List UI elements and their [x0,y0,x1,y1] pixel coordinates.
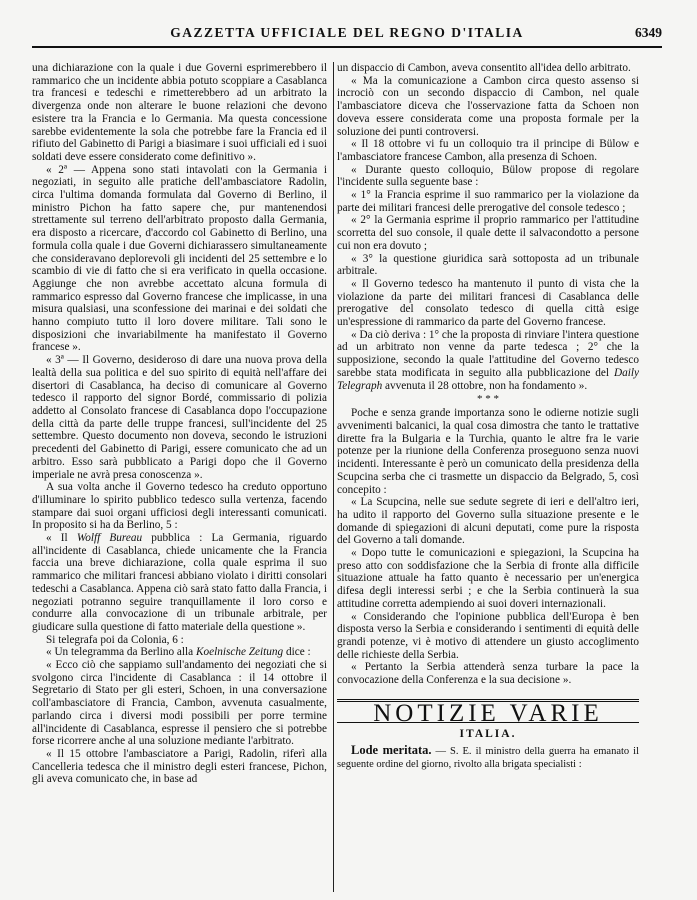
italic-newspaper-name: Daily Telegraph [337,366,639,392]
newspaper-title: GAZZETTA UFFICIALE DEL REGNO D'ITALIA [170,25,524,40]
paragraph: « Dopo tutte le comunicazioni e spiegazioni, la Scupcina ha preso atto con soddisfazione che la Serbia di fronte alla difficile situazione attuale ha fatto quanto è necessario per un'energica difesa degli interessi serbi ; e che la Serbia continuerà la sua attitudine corretta adempiendo ai suoi doveri internazionali. [337,547,639,610]
paragraph [32,532,327,634]
page-number: 6349 [635,25,662,40]
paragraph: « Pertanto la Serbia attenderà senza turbare la pace la convocazione della Conferenza e la sua decisione ». [337,661,639,687]
paragraph: « Il 18 ottobre vi fu un colloquio tra il principe di Bülow e l'ambasciatore francese Cambon, alla presenza di Schoen. [337,138,639,163]
italic-source-name: Wolff Bureau [76,532,143,545]
section-title: NOTIZIE VARIE [373,699,603,727]
paragraph: « Il 15 ottobre l'ambasciatore a Parigi, Radolin, riferì alla Cancelleria tedesca che il ministro degli esteri francese, Pichon, gli aveva comunicato che, in base ad [32,747,327,786]
right-column [337,62,639,772]
paragraph: « 2° la Germania esprime il proprio rammarico per l'attitudine scorretta del suo console, il quale dette il salvacondotto a persone cui non era dovuto ; [337,214,639,252]
column-divider [333,62,334,892]
paragraph: una dichiarazione con la quale i due Governi esprimerebbero il rammarico che un incidente abbia potuto scoppiare a Casablanca tra francesi e tedeschi e rimetterebbero ad un arbitrato la divergenza onde non alterare le buone relazioni che devono esistere tra la Francia e lo Germania. Ma questa concessione sarebbe evidentemente la sola che potrebbe fare la Francia ed il rifiuto del Gabinetto di Parigi a biasimare i suoi ufficiali ed i suoi soldati deve essere considerato come definitivo ». [32,62,327,163]
paragraph: Si telegrafa poi da Colonia, 6 : [46,633,184,646]
paragraph: « 2ª — Appena sono stati intavolati con la Germania i negoziati, in seguito alle pratiche dell'ambasciatore Radolin, circa l'ultima domanda formulata dal Governo di Berlino, il ministro Pichon ha fatto sapere che, pur mantenendosi strettamente sul terreno dell'arbitrato proposto dalla Germania, era disposto a ricercare, d'accordo col Gabinetto di Berlino, una formula colla quale i due Governi dichiarassero simultaneamente che consideravano deplorevoli gli incidenti del 25 settembre e lo scambio di vie di fatto che si era verificato in quella occasione. Aggiunge che non avrebbe accettato alcuna formula di rammarico espresso dal Governo francese che implicasse, in una misura qualsiasi, una sconfessione dei marinai e dei soldati che hanno compiuto tutto il loro dovere militare. Tali sono le disposizioni che invariabilmente ha manifestato il Governo francese ». [32,163,327,354]
text-run: « Il [46,532,77,545]
paragraph: « Considerando che l'opinione pubblica dell'Europa è ben disposta verso la Serbia e considerando i sentimenti di equità delle grandi potenze, vi è motivo di attendere un giusto accoglimento delle richieste della Serbia. [337,610,639,661]
paragraph: « Ecco ciò che sappiamo sull'andamento dei negoziati che si svolgono circa l'incidente di Casablanca : il 14 ottobre il Segretario di Stato per gli esteri, Schoen, in una conversazione coll'ambasciatore di Francia, Cambon, avvenuta casualmente, parlando circa i diversi modi possibili per porre termine all'incidente di Casablanca, espresse il pensiero che si potrebbe forse ricorrere anche al una soluzione mediante l'arbitrato. [32,659,327,748]
item-heading: Lode meritata. [351,743,432,758]
paragraph [337,329,639,393]
section-separator-asterisks: * * * [477,393,499,406]
paragraph: « La Scupcina, nelle sue sedute segrete di ieri e dell'altro ieri, ha udito il rapporto del Governo sulla situazione presente e le domande di spiegazioni di alcuni deputati, come pure la risposta del Governo a tali domande. [337,496,639,547]
paragraph: un dispaccio di Cambon, aveva consentito all'idea dello arbitrato. [337,62,631,74]
paragraph: « Ma la comunicazione a Cambon circa questo assenso si incrociò con un secondo dispaccio di Cambon, nel quale l'ambasciatore diceva che l'osservazione fatta da Schoen non doveva essere considerata come una proposta formale per la soluzione dei punti controversi. [337,74,639,138]
section-banner [337,699,639,727]
paragraph [32,646,327,659]
paragraph: « 1° la Francia esprime il suo rammarico per la violazione da parte dei militari francesi delle prerogative del console tedesco ; [337,189,639,214]
paragraph: « 3° la questione giuridica sarà sottoposta ad un tribunale arbitrale. [337,252,639,278]
text-run: pubblica : La Germania, riguardo all'incidente di Casablanca, chiede unicamente che la Francia faccia una breve dichiarazione, colla quale esprima il suo rammarico che militari francesi abbiano violato i diritti consolari tedeschi a Casablanca. Appena ciò sarà stato fatto dalla Francia, i negoziati potranno seguire tranquillamente il loro corso e condurre alla convocazione di un tribunale arbitrale, per giudicare sulla questione di fatto materiale della questione ». [32,532,327,633]
paragraph: « 3ª — Il Governo, desideroso di dare una nuova prova della lealtà della sua politica e del suo spirito di equità nell'affare dei disertori di Casablanca, ha deciso di comunicare al Governo tedesco il rapporto del signor Bordé, commissario di polizia addetto al Consolato francese di Casablanca dopo l'occupazione della città da parte delle truppe francesi, sull'incidente del 25 settembre. Questo documento non doveva, secondo le istruzioni precedenti del Gabinetto di Parigi, essere comunicato che ad un arbitro. Esso sarà pubblicato a Parigi dopo che il Governo imperiale ne avrà presa conoscenza ». [32,354,327,481]
text-run: dice : [283,646,311,659]
text-run: avvenuta il 28 ottobre, non ha fondamento ». [382,379,588,392]
paragraph: « Durante questo colloquio, Bülow propose di regolare l'incidente sulla seguente base : [337,163,639,189]
subsection-heading: ITALIA. [459,728,517,741]
text-run: « Un telegramma da Berlino alla [46,646,196,659]
text-run: — S. E. il ministro della guerra ha emanato il seguente ordine del giorno, rivolto alla brigata specialisti : [337,746,639,770]
paragraph [337,744,639,771]
paragraph: Poche e senza grande importanza sono le odierne notizie sugli avvenimenti balcanici, la qual cosa dimostra che tanto le trattative dirette fra la Bulgaria e la Turchia, quanto le altre fra le varie potenze per la riunione della Conferenza proseguono senza nuovi incidenti. Interessante è però un comunicato della presidenza della Scupcina serba che ci trasmette un dispaccio da Belgrado, 5, così concepito : [337,407,639,496]
left-column [32,62,327,786]
italic-newspaper-name: Koelnische Zeitung [195,646,284,659]
paragraph: « Il Governo tedesco ha mantenuto il punto di vista che la violazione da parte dei militari francesi di Casablanca delle prerogative del consolato tedesco di quella città esige un'espressione di rammarico da parte del Governo francese. [337,277,639,329]
text-run: « Da ciò deriva : 1° che la proposta di rinviare l'intera questione ad un arbitrato non venne da parte tedesca ; 2° che la supposizione, secondo la quale l'attitudine del Governo tedesco sarebbe stata modificata in seguito alla pubblicazione del [337,328,639,379]
page-header [32,24,662,48]
paragraph: A sua volta anche il Governo tedesco ha creduto opportuno d'illuminare lo spirito pubblico tedesco sulla vertenza, facendo stampare dai suoi organi ufficiosi degli interessanti comunicati. In proposito si ha da Berlino, 5 : [32,481,327,532]
